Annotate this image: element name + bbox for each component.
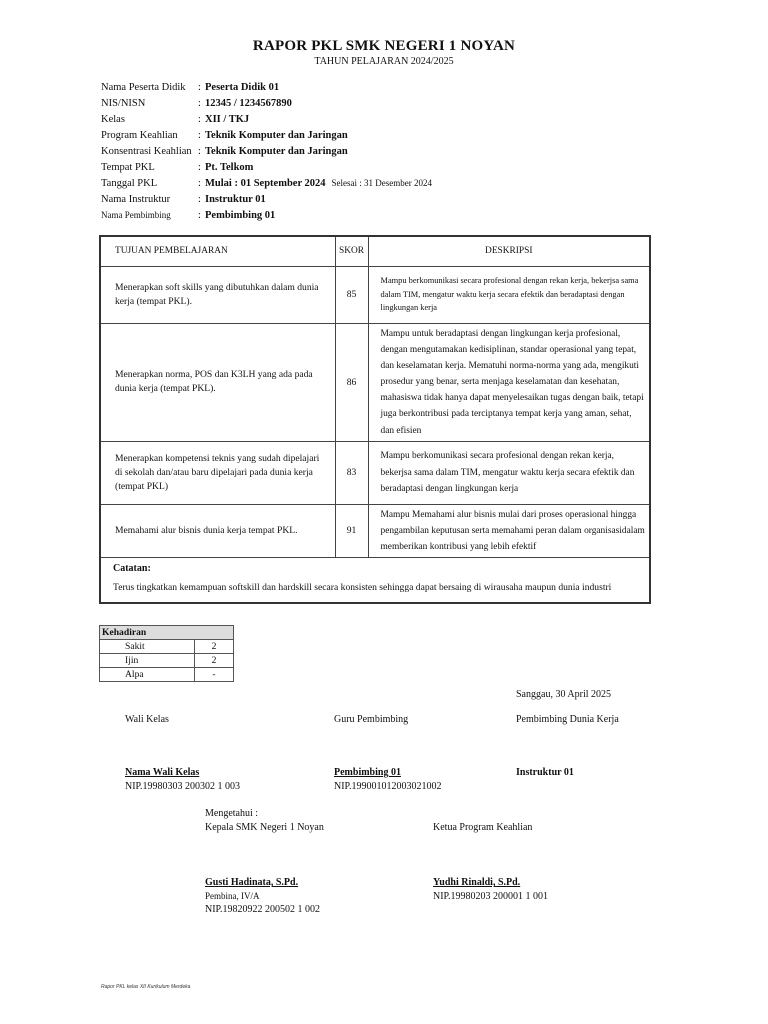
skor-cell: 85 <box>335 266 368 323</box>
tujuan-cell: Menerapkan norma, POS dan K3LH yang ada pada dunia kerja (tempat PKL). <box>100 323 335 441</box>
info-label: Nama Peserta Didik <box>101 82 186 94</box>
place-date: Sanggau, 30 April 2025 <box>516 689 611 700</box>
guru-role: Guru Pembimbing <box>334 714 409 725</box>
attendance-value: 2 <box>195 654 234 668</box>
info-value: Instruktur 01 <box>205 193 266 205</box>
skor-cell: 83 <box>335 441 368 504</box>
deskripsi-cell: Mampu Memahami alur bisnis mulai dari proses operasional hingga pengambilan keputusan serta memahami peran dalam organisasidalam memberikan kontribusi yang lebih efektif <box>368 504 650 558</box>
kaprog-nip: NIP.19980203 200001 1 001 <box>433 891 549 902</box>
header-deskripsi: DESKRIPSI <box>368 236 650 266</box>
info-value: Teknik Komputer dan Jaringan <box>205 146 348 157</box>
notes-text: Terus tingkatkan kemampuan softskill dan hardskill secara konsisten sehingga dapat bersaing di wirausaha maupun dunia industri <box>113 582 612 594</box>
tujuan-cell: Memahami alur bisnis dunia kerja tempat PKL. <box>100 504 335 558</box>
info-value: Teknik Komputer dan Jaringan <box>205 130 348 142</box>
report-title: RAPOR PKL SMK NEGERI 1 NOYAN <box>252 38 516 54</box>
student-info <box>101 80 432 223</box>
notes-cell <box>100 558 650 603</box>
info-row-student-name <box>101 80 432 96</box>
info-value: 12345 / 1234567890 <box>205 98 292 110</box>
skor-cell: 91 <box>335 504 368 558</box>
attendance-value: - <box>195 668 234 682</box>
kepala-nip: NIP.19820922 200502 1 002 <box>205 904 321 915</box>
info-colon: : <box>198 130 201 142</box>
info-row-concentration <box>101 144 432 160</box>
tujuan-cell: Menerapkan kompetensi teknis yang sudah dipelajari di sekolah dan/atau baru dipelajari pada dunia kerja (tempat PKL) <box>100 441 335 504</box>
table-row <box>100 323 650 441</box>
info-label: Nama Instruktur <box>101 193 171 205</box>
header-skor: SKOR <box>335 236 368 266</box>
info-row-program <box>101 128 432 144</box>
info-end-date: Selesai : 31 Desember 2024 <box>331 178 433 189</box>
info-colon: : <box>198 177 201 189</box>
kaprog-role: Ketua Program Keahlian <box>433 822 533 833</box>
info-label: Tempat PKL <box>101 161 155 173</box>
info-colon: : <box>198 114 201 126</box>
table-row <box>100 504 650 558</box>
info-colon: : <box>198 209 201 221</box>
info-value: Pt. Telkom <box>205 161 254 173</box>
wali-role: Wali Kelas <box>125 714 169 725</box>
guru-name: Pembimbing 01 <box>334 767 401 778</box>
attendance-table <box>99 625 234 682</box>
kepala-role: Kepala SMK Negeri 1 Noyan <box>205 822 324 833</box>
attendance-label: Ijin <box>100 654 195 668</box>
table-header-row <box>100 236 650 266</box>
info-row-class <box>101 112 432 128</box>
info-value: Mulai : 01 September 2024 <box>205 177 326 189</box>
deskripsi-cell: Mampu berkomunikasi secara profesional dengan rekan kerja, bekerjsa sama dalam TIM, mengatur waktu kerja secara efektik dan beradaptasi dengan lingkungan kerja <box>368 266 650 323</box>
header-tujuan: TUJUAN PEMBELAJARAN <box>100 236 335 266</box>
attendance-value: 2 <box>195 640 234 654</box>
info-row-date <box>101 175 432 191</box>
info-colon: : <box>198 161 201 173</box>
info-row-supervisor <box>101 207 432 223</box>
wali-name: Nama Wali Kelas <box>125 767 200 778</box>
mengetahui-label: Mengetahui : <box>205 808 259 819</box>
guru-nip: NIP.199001012003021002 <box>334 781 442 792</box>
info-row-instructor <box>101 191 432 207</box>
academic-year: TAHUN PELAJARAN 2024/2025 <box>314 56 454 67</box>
info-colon: : <box>198 193 201 205</box>
attendance-label: Sakit <box>100 640 195 654</box>
kepala-name: Gusti Hadinata, S.Pd. <box>205 877 299 888</box>
info-label: Nama Pembimbing <box>101 210 171 221</box>
page-footer: Rapor PKL kelas XII Kurikulum Merdeka <box>101 984 191 990</box>
table-row <box>100 668 234 682</box>
info-label: NIS/NISN <box>101 98 146 110</box>
info-value: Peserta Didik 01 <box>205 82 280 94</box>
info-colon: : <box>198 146 201 157</box>
table-row <box>100 441 650 504</box>
attendance-header <box>100 626 234 640</box>
info-label: Tanggal PKL <box>101 177 158 189</box>
notes-label: Catatan: <box>113 563 151 575</box>
info-colon: : <box>198 98 201 110</box>
attendance-title: Kehadiran <box>100 626 234 640</box>
info-value: XII / TKJ <box>205 114 250 126</box>
deskripsi-cell: Mampu untuk beradaptasi dengan lingkungan kerja profesional, dengan mengutamakan kedisiplinan, standar operasional yang tepat, dan keselamatan kerja. Mematuhi norma-norma yang ada, mengikuti prosedur yang benar, serta menjaga keselamatan dan kesehatan, mahasiswa tidak hanya dapat menyelesaikan tugas dengan baik, tetapi juga berkontribusi pada terciptanya tempat kerja yang aman, sehat, dan efisien <box>368 323 650 441</box>
tujuan-cell: Menerapkan soft skills yang dibutuhkan dalam dunia kerja (tempat PKL). <box>100 266 335 323</box>
info-colon: : <box>198 82 201 94</box>
info-label: Konsentrasi Keahlian <box>101 146 192 157</box>
table-row <box>100 654 234 668</box>
table-row <box>100 640 234 654</box>
info-value: Pembimbing 01 <box>205 209 276 221</box>
notes-row <box>100 558 650 603</box>
info-label: Kelas <box>101 114 125 126</box>
info-row-place <box>101 159 432 175</box>
skor-cell: 86 <box>335 323 368 441</box>
kepala-rank: Pembina, IV/A <box>205 891 260 901</box>
attendance-label: Alpa <box>100 668 195 682</box>
assessment-table <box>99 235 651 604</box>
deskripsi-cell: Mampu berkomunikasi secara profesional dengan rekan kerja, bekerjsa sama dalam TIM, mengatur waktu kerja secara efektik dan beradaptasi dengan lingkungan kerja <box>368 441 650 504</box>
dunia-kerja-role: Pembimbing Dunia Kerja <box>516 714 619 725</box>
info-row-nis <box>101 96 432 112</box>
kaprog-name: Yudhi Rinaldi, S.Pd. <box>433 877 521 888</box>
wali-nip: NIP.19980303 200302 1 003 <box>125 781 241 792</box>
info-label: Program Keahlian <box>101 130 178 142</box>
dunia-kerja-name: Instruktur 01 <box>516 767 574 778</box>
table-row <box>100 266 650 323</box>
